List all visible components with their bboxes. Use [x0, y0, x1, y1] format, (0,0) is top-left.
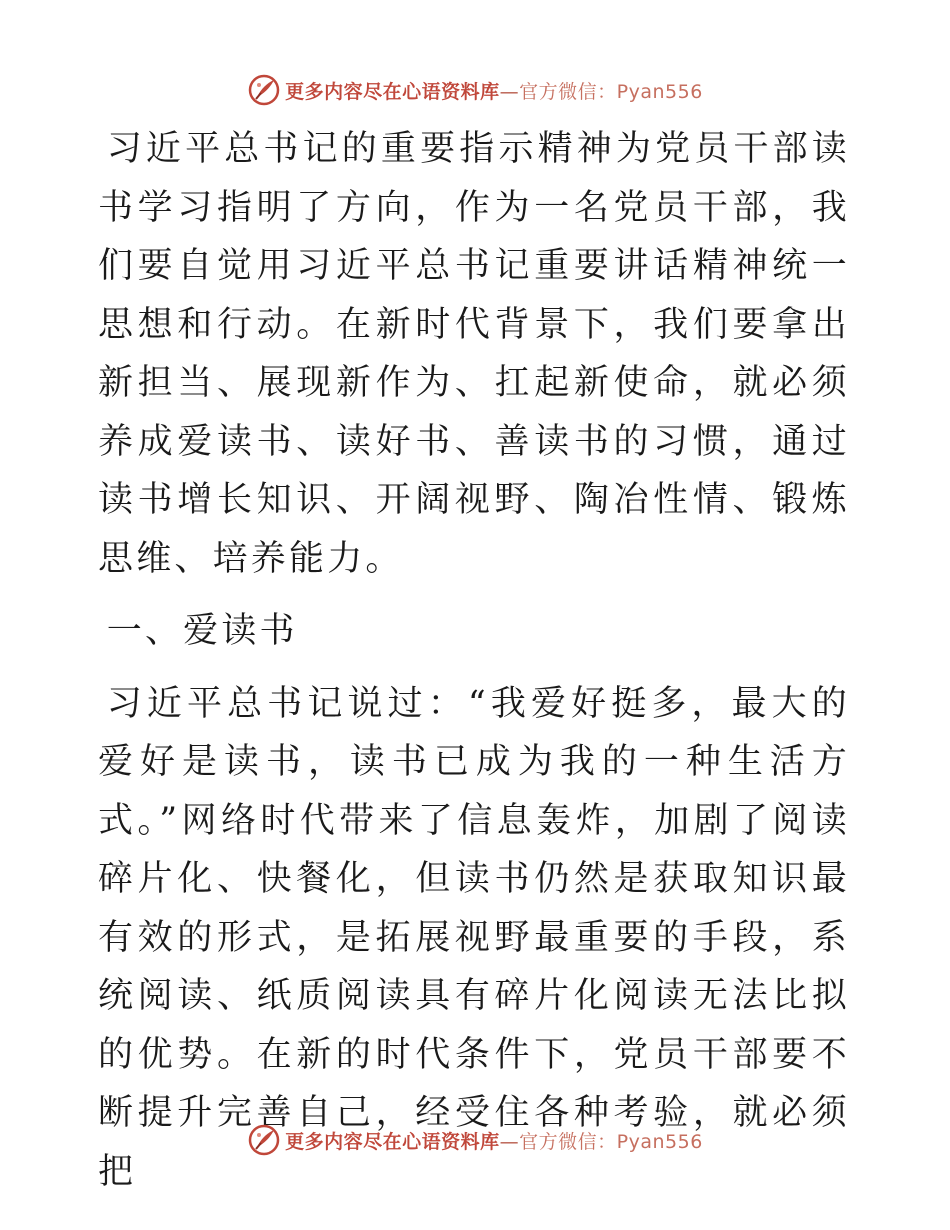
- header-banner: [0, 70, 950, 110]
- section-heading-love-reading: 一、爱读书: [106, 611, 298, 651]
- banner-dash: —: [499, 80, 520, 103]
- banner-brand: 更多内容尽在心语资料库: [285, 80, 500, 103]
- feather-pen-logo-icon: [247, 1123, 281, 1157]
- banner-brand: 更多内容尽在心语资料库: [285, 1130, 500, 1153]
- paragraph-love-reading: 习近平总书记说过：“我爱好挺多，最大的爱好是读书，读书已成为我的一种生活方式。”网络时代带来了信息轰炸，加剧了阅读碎片化、快餐化，但读书仍然是获取知识最有效的形式，是拓展视野最重要的手段，系统阅读、纸质阅读具有碎片化阅读无法比拟的优势。在新的时代条件下，党员干部要不断提升完善自己，经受住各种考验，就必须把: [98, 683, 850, 1192]
- banner-contact: 官方微信：Pyan556: [519, 1130, 703, 1153]
- banner-dash: —: [499, 1130, 520, 1153]
- banner-text: [285, 77, 703, 104]
- document-body: [98, 120, 850, 1201]
- banner-text: [285, 1127, 703, 1154]
- paragraph-intro: 习近平总书记的重要指示精神为党员干部读书学习指明了方向，作为一名党员干部，我们要自觉用习近平总书记重要讲话精神统一思想和行动。在新时代背景下，我们要拿出新担当、展现新作为、扛起新使命，就必须养成爱读书、读好书、善读书的习惯，通过读书增长知识、开阔视野、陶冶性情、锻炼思维、培养能力。: [98, 129, 850, 579]
- banner-contact: 官方微信：Pyan556: [519, 80, 703, 103]
- footer-banner: [0, 1120, 950, 1160]
- feather-pen-logo-icon: [247, 73, 281, 107]
